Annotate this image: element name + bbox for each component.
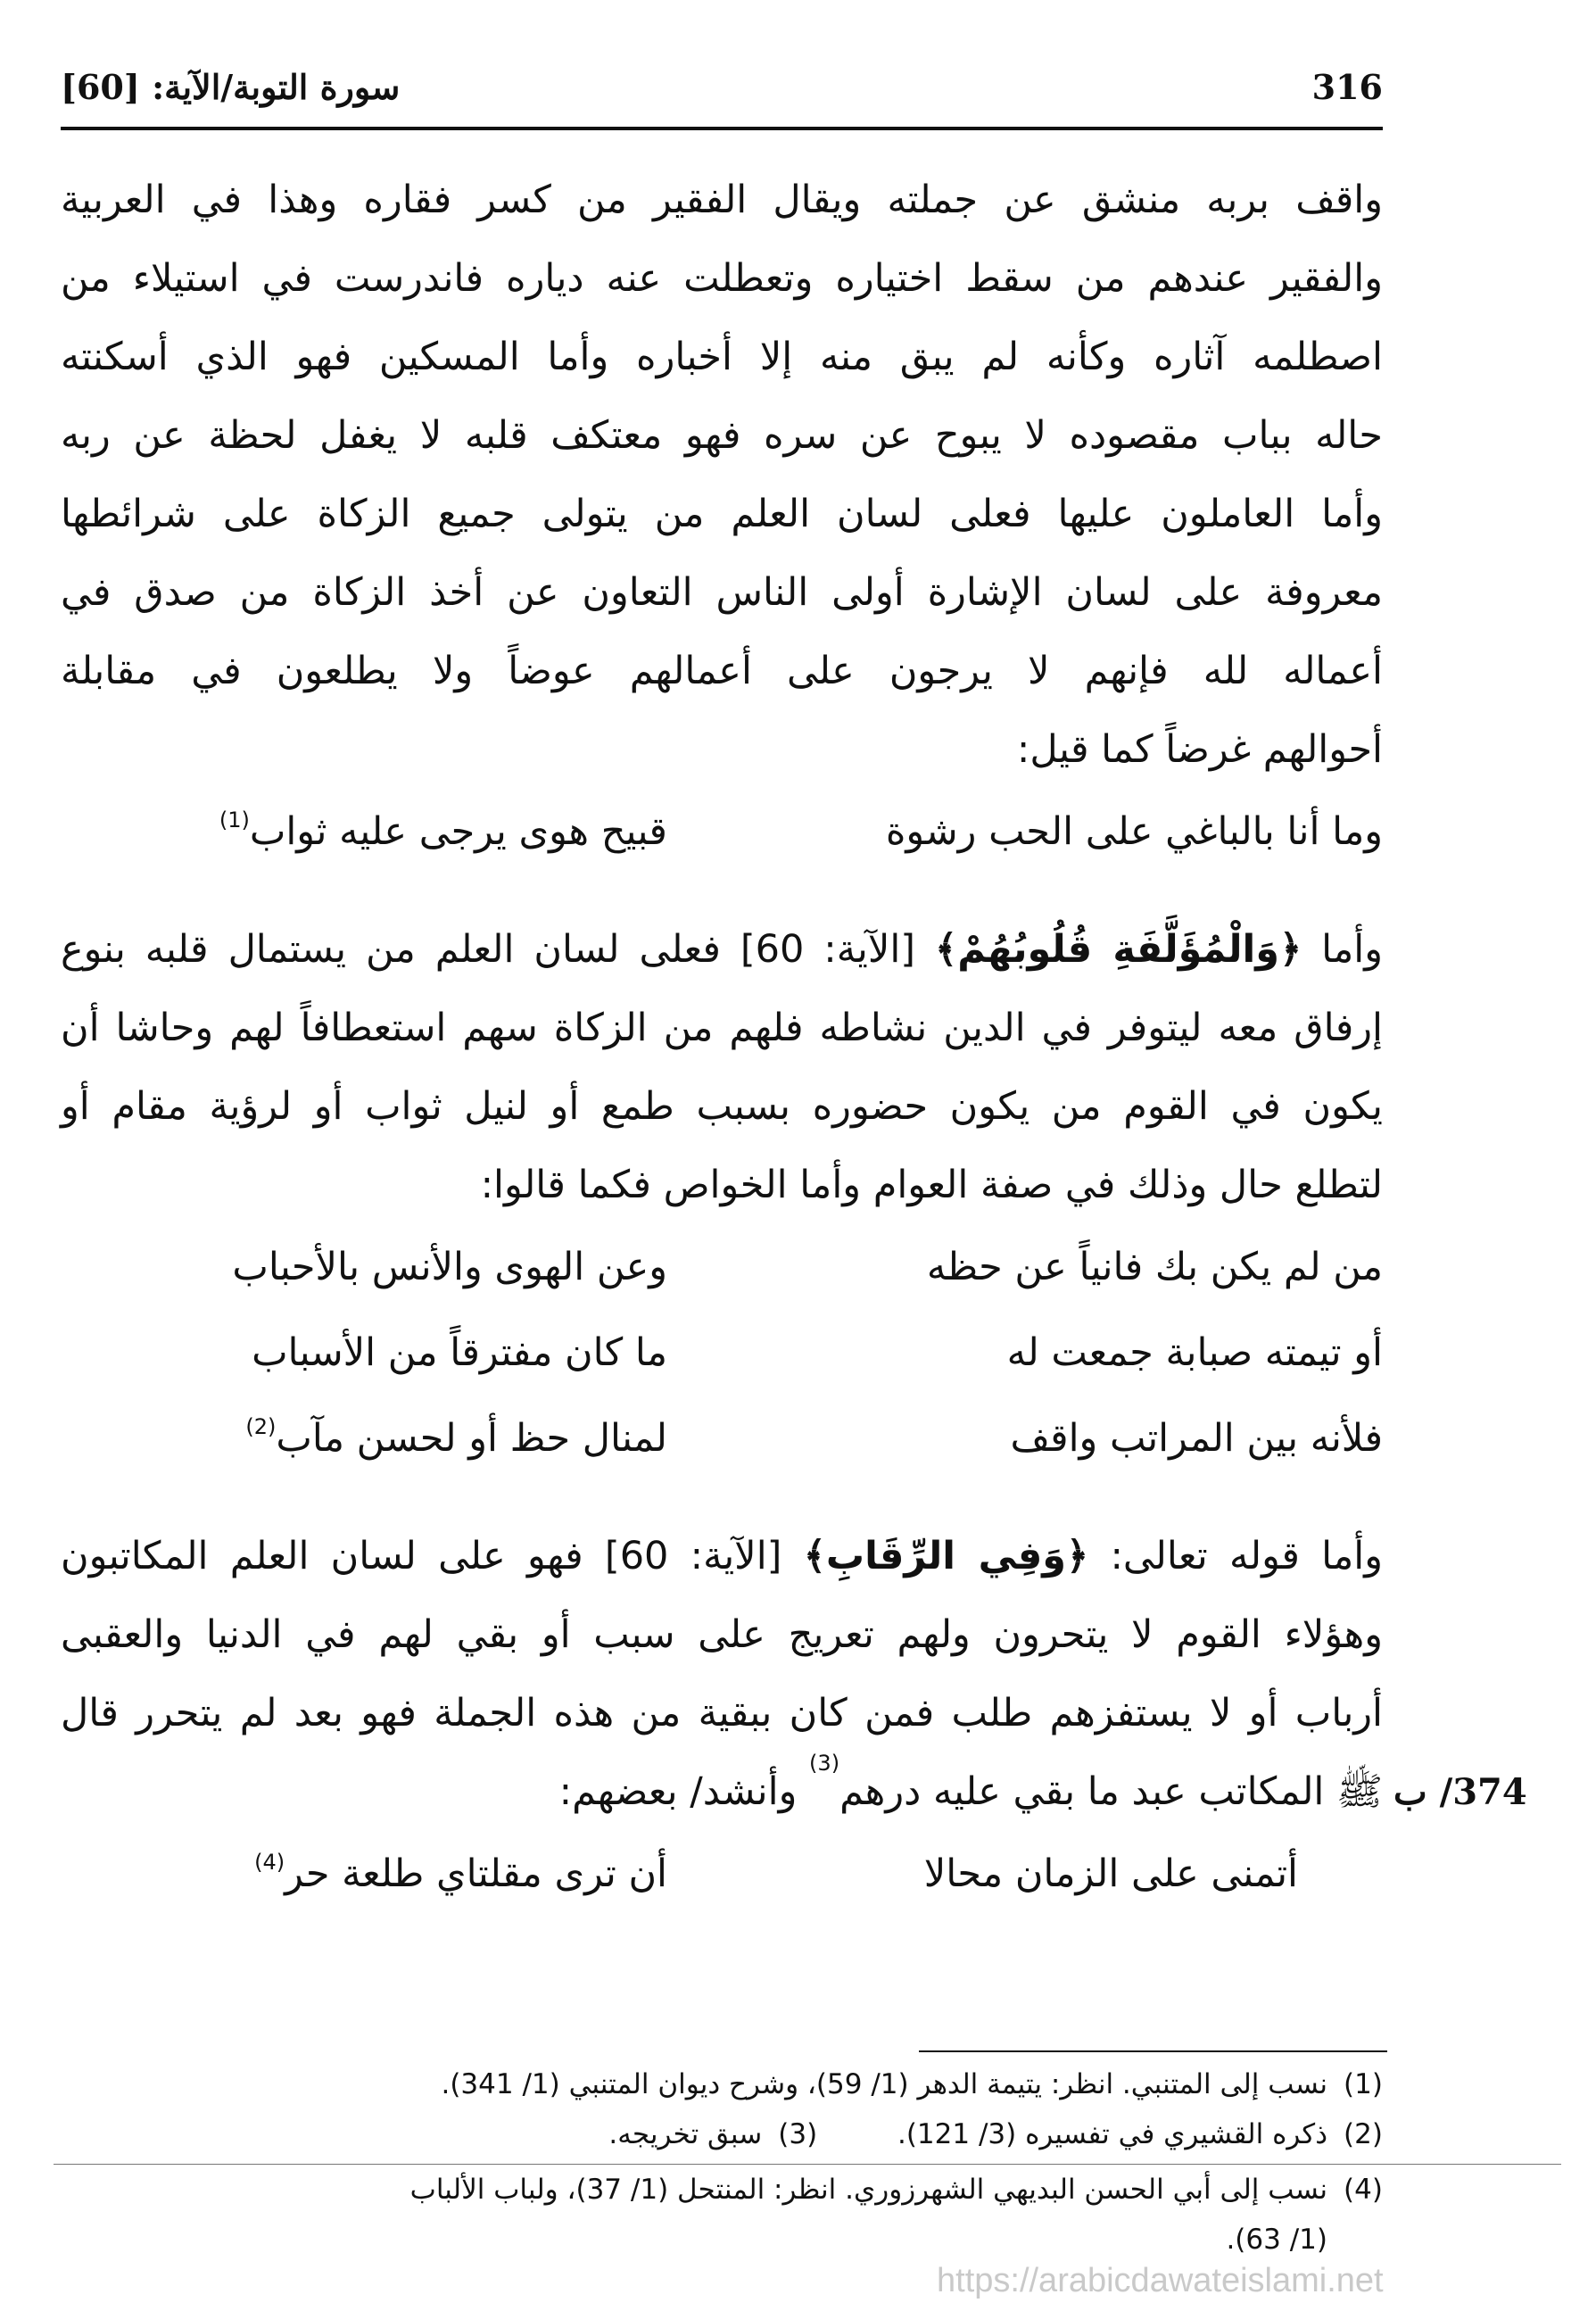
watermark-url: https://arabicdawateislami.net xyxy=(937,2262,1384,2299)
poem-verse xyxy=(61,1831,1383,1917)
footnote-text: نسب إلى أبي الحسن البديهي الشهرزوري. انظر: المنتحل (1/ 37)، ولباب الألباب xyxy=(409,2174,1327,2206)
footnote-number: (3) xyxy=(778,2118,818,2150)
footnote-number: (4) xyxy=(1344,2174,1383,2206)
footnote-divider xyxy=(54,2164,1561,2165)
text-line: وأما قوله تعالى: ﴿وَفِي الرِّقَابِ﴾ [الآية: 60] فهو على لسان العلم المكاتبون xyxy=(61,1534,1383,1578)
footnote xyxy=(61,2165,1383,2215)
quran-quote: ﴿وَالْمُؤَلَّفَةِ قُلُوبُهُمْ﴾ xyxy=(935,927,1302,972)
text-line: ﷺ المكاتب عبد ما بقي عليه درهم$^{(3)}$ وأنشد/ بعضهم: xyxy=(558,1751,1383,1814)
footnote xyxy=(61,2059,1383,2109)
text-line: معروفة على لسان الإشارة أولى الناس التعاون عن أخذ الزكاة من صدق في xyxy=(61,570,1383,615)
verse-first-hemistich: فلأنه بين المراتب واقف xyxy=(1010,1416,1383,1461)
footnote-ref: (2) xyxy=(245,1414,277,1439)
poem-verse xyxy=(61,1396,1383,1481)
text-line: أحوالهم غرضاً كما قيل: xyxy=(1016,727,1383,772)
poem-verse xyxy=(61,1310,1383,1396)
footnote xyxy=(61,2109,1383,2159)
text-line: إرفاق معه ليتوفر في الدين نشاطه فلهم من الزكاة سهم استعطافاً لهم وحاشا أن xyxy=(61,1006,1383,1050)
folio-margin-note: 374/ ب xyxy=(1393,1771,1527,1813)
text-line: وأما ﴿وَالْمُؤَلَّفَةِ قُلُوبُهُمْ﴾ [الآية: 60] فعلى لسان العلم من يستمال قلبه بنوع xyxy=(61,927,1384,972)
verse-second-hemistich: وعن الهوى والأنس بالأحباب xyxy=(232,1245,667,1289)
text-line: اصطلمه آثاره وكأنه لم يبق منه إلا أخباره وأما المسكين فهو الذي أسكنته xyxy=(61,335,1383,379)
verse-second-hemistich: ما كان مفترقاً من الأسباب xyxy=(252,1330,667,1375)
footnote-number: (1) xyxy=(1344,2068,1383,2100)
footnote-text: نسب إلى المتنبي. انظر: يتيمة الدهر (1/ 59)، وشرح ديوان المتنبي (1/ 341). xyxy=(441,2068,1327,2100)
quran-quote: ﴿وَفِي الرِّقَابِ﴾ xyxy=(803,1534,1089,1578)
footnote-continuation: (1/ 63). xyxy=(1226,2224,1327,2256)
text-line: يكون في القوم من يكون حضوره بسبب طمع أو لنيل ثواب أو لرؤية مقام أو xyxy=(61,1084,1383,1129)
page-number: 316 xyxy=(1311,66,1383,107)
verse-second-hemistich: لمنال حظ أو لحسن مآب$^{(2)}$ xyxy=(245,1414,667,1461)
text-line: حاله بباب مقصوده لا يبوح عن سره فهو معتكف قلبه لا يغفل لحظة عن ربه xyxy=(61,413,1383,458)
verse-second-hemistich: أن ترى مقلتاي طلعة حر$^{(4)}$ xyxy=(254,1850,667,1896)
text-line: أرباب أو لا يستفزهم طلب فمن كان ببقية من هذه الجملة فهو بعد لم يتحرر قال xyxy=(61,1691,1383,1735)
footnote-ref: (3) xyxy=(809,1751,840,1776)
footnote-number: (2) xyxy=(1344,2118,1383,2150)
text-line: واقف بربه منشق عن جملته ويقال الفقير من كسر فقاره وهذا في العربية xyxy=(61,178,1383,222)
text-line: والفقير عندهم من سقط اختياره وتعطلت عنه دياره فاندرست في استيلاء من xyxy=(61,256,1383,301)
text-line: وهؤلاء القوم لا يتحرون ولهم تعريج على سبب أو بقي لهم في الدنيا والعقبى xyxy=(61,1612,1383,1657)
footnote-ref: (1) xyxy=(219,808,250,832)
footnote-rule xyxy=(919,2050,1387,2052)
text-line: وأما العاملون عليها فعلى لسان العلم من يتولى جميع الزكاة على شرائطها xyxy=(61,492,1383,536)
footnotes xyxy=(61,2059,1383,2265)
poem-verse xyxy=(61,789,1383,874)
header-rule xyxy=(61,127,1383,130)
verse-first-hemistich: من لم يكن بك فانياً عن حظه xyxy=(926,1245,1383,1289)
page-body xyxy=(61,161,1383,1917)
footnote-text: سبق تخريجه. xyxy=(608,2118,763,2150)
page-header xyxy=(61,55,1383,118)
verse-first-hemistich: أو تيمته صبابة جمعت له xyxy=(1006,1330,1383,1375)
text-line: لتطلع حال وذلك في صفة العوام وأما الخواص فكما قالوا: xyxy=(480,1163,1383,1207)
running-title: سورة التوبة/الآية: [60] xyxy=(61,66,401,107)
verse-first-hemistich: أتمنى على الزمان محالا xyxy=(923,1851,1298,1896)
poem-verse xyxy=(61,1224,1383,1310)
footnote-text: ذكره القشيري في تفسيره (3/ 121). xyxy=(897,2118,1327,2150)
verse-second-hemistich: قبيح هوى يرجى عليه ثواب$^{(1)}$ xyxy=(219,808,667,854)
footnote-ref: (4) xyxy=(254,1850,285,1875)
text-line: أعماله لله فإنهم لا يرجون على أعمالهم عوضاً ولا يطلعون في مقابلة xyxy=(61,649,1383,693)
verse-first-hemistich: وما أنا بالباغي على الحب رشوة xyxy=(885,809,1383,854)
